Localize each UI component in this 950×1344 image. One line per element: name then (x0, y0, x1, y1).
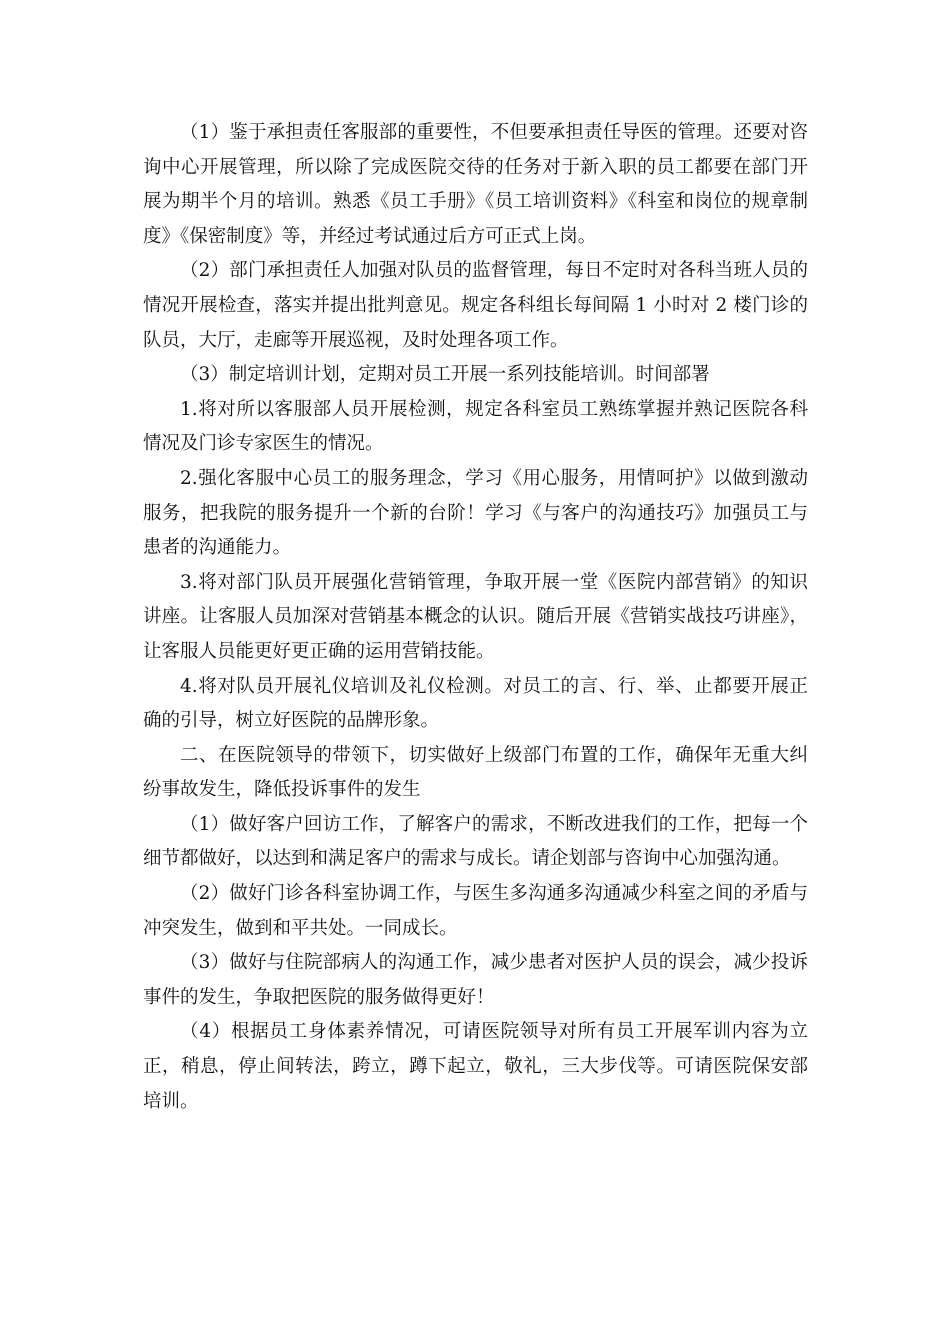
paragraph-8: 二、在医院领导的带领下，切实做好上级部门布置的工作，确保年无重大纠纷事故发生，降低投诉事件的发生 (143, 744, 808, 801)
paragraph-10: （2）做好门诊各科室协调工作，与医生多沟通多沟通减少科室之间的矛盾与冲突发生，做到和平共处。一同成长。 (143, 883, 808, 939)
paragraph-1: （1）鉴于承担责任客服部的重要性，不但要承担责任导医的管理。还要对咨询中心开展管理，所以除了完成医院交待的任务对于新入职的员工都要在部门开展为期半个月的培训。熟悉《员工手册》《员工培训资料》《科室和岗位的规章制度》《保密制度》等，并经过考试通过后方可正式上岗。 (143, 122, 808, 247)
paragraph-3: （3）制定培训计划，定期对员工开展一系列技能培训。时间部署 (180, 364, 710, 386)
paragraph-6: 3.将对部门队员开展强化营销管理，争取开展一堂《医院内部营销》的知识讲座。让客服人员加深对营销基本概念的认识。随后开展《营销实战技巧讲座》，让客服人员能更好更正确的运用营销技能。 (143, 571, 808, 662)
document-body (143, 116, 808, 1119)
paragraph-7: 4.将对队员开展礼仪培训及礼仪检测。对员工的言、行、举、止都要开展正确的引导，树立好医院的品牌形象。 (143, 675, 808, 732)
paragraph-5: 2.强化客服中心员工的服务理念，学习《用心服务，用情呵护》以做到激动服务，把我院的服务提升一个新的台阶！学习《与客户的沟通技巧》加强员工与患者的沟通能力。 (143, 467, 808, 559)
paragraph-9: （1）做好客户回访工作，了解客户的需求，不断改进我们的工作，把每一个细节都做好，以达到和满足客户的需求与成长。请企划部与咨询中心加强沟通。 (143, 813, 808, 870)
paragraph-2: （2）部门承担责任人加强对队员的监督管理，每日不定时对各科当班人员的情况开展检查，落实并提出批判意见。规定各科组长每间隔 1 小时对 2 楼门诊的队员，大厅，走廊等开展巡视，及时处理各项工作。 (143, 260, 808, 351)
paragraph-11: （3）做好与住院部病人的沟通工作，减少患者对医护人员的误会，减少投诉事件的发生，争取把医院的服务做得更好！ (143, 952, 808, 1008)
paragraph-12: （4）根据员工身体素养情况，可请医院领导对所有员工开展军训内容为立正，稍息，停止间转法，跨立，蹲下起立，敬礼，三大步伐等。可请医院保安部培训。 (143, 1021, 808, 1112)
paragraph-4: 1.将对所以客服部人员开展检测，规定各科室员工熟练掌握并熟记医院各科情况及门诊专家医生的情况。 (143, 398, 808, 455)
